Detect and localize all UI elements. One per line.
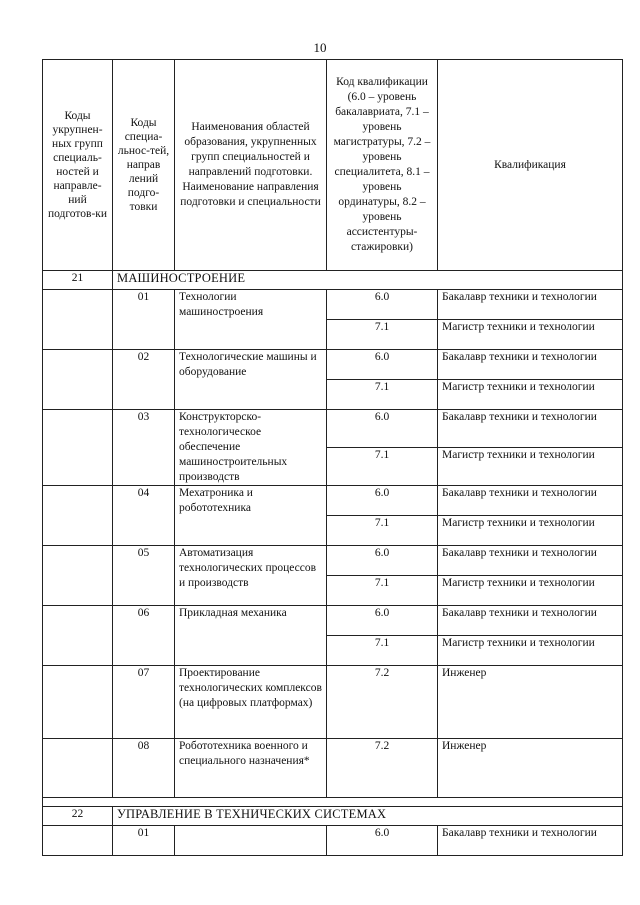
table-row — [43, 546, 623, 576]
qualification-code: 7.1 — [327, 576, 438, 606]
group-row — [43, 271, 623, 290]
qualification-title: Магистр техники и технологии — [438, 448, 623, 486]
header-qualification: Квалификация — [438, 60, 623, 271]
specialty-name: Мехатроника и робототехника — [175, 486, 327, 546]
specialty-code: 01 — [113, 290, 175, 350]
qualification-code: 6.0 — [327, 486, 438, 516]
qualifications-table — [42, 59, 623, 856]
table-row — [43, 826, 623, 856]
qualification-title: Магистр техники и технологии — [438, 636, 623, 666]
spacer-cell — [43, 798, 623, 807]
qualification-title: Бакалавр техники и технологии — [438, 350, 623, 380]
specialty-name: Конструкторско-технологическое обеспечение машиностроительных производств — [175, 410, 327, 486]
specialty-name: Технологические машины и оборудование — [175, 350, 327, 410]
spacer-row — [43, 798, 623, 807]
qualification-title: Бакалавр техники и технологии — [438, 486, 623, 516]
qualification-code: 7.1 — [327, 636, 438, 666]
group-row — [43, 807, 623, 826]
group-name: МАШИНОСТРОЕНИЕ — [113, 271, 623, 290]
qualification-code: 6.0 — [327, 606, 438, 636]
group-code-blank — [43, 290, 113, 350]
qualification-code: 7.1 — [327, 320, 438, 350]
header-names: Наименования областей образования, укрупненных групп специальностей и направлений подготовки. Наименование направления подготовки и специальности — [175, 60, 327, 271]
specialty-code: 06 — [113, 606, 175, 666]
header-group-codes: Коды укрупнен-ных групп специаль-ностей и направле-ний подготов-ки — [43, 60, 113, 271]
page-number: 10 — [313, 40, 327, 55]
group-code-blank — [43, 739, 113, 798]
qualification-code: 7.1 — [327, 448, 438, 486]
qualification-code: 6.0 — [327, 546, 438, 576]
specialty-name: Прикладная механика — [175, 606, 327, 666]
group-code-blank — [43, 546, 113, 606]
qualification-title: Бакалавр техники и технологии — [438, 290, 623, 320]
table-row — [43, 606, 623, 636]
qualification-title: Бакалавр техники и технологии — [438, 606, 623, 636]
qualification-code: 6.0 — [327, 290, 438, 320]
qualification-title: Бакалавр техники и технологии — [438, 546, 623, 576]
group-code: 22 — [43, 807, 113, 826]
qualification-code: 7.1 — [327, 516, 438, 546]
table-row — [43, 290, 623, 320]
group-code: 21 — [43, 271, 113, 290]
qualification-title: Инженер — [438, 666, 623, 739]
group-code-blank — [43, 666, 113, 739]
qualification-title: Инженер — [438, 739, 623, 798]
qualification-code: 6.0 — [327, 410, 438, 448]
specialty-name: Проектирование технологических комплексов (на цифровых платформах) — [175, 666, 327, 739]
table-row — [43, 410, 623, 448]
specialty-code: 04 — [113, 486, 175, 546]
group-code-blank — [43, 350, 113, 410]
table-row — [43, 739, 623, 798]
qualification-title: Магистр техники и технологии — [438, 516, 623, 546]
group-code-blank — [43, 410, 113, 486]
group-code-blank — [43, 826, 113, 856]
table-row — [43, 666, 623, 739]
qualification-code: 7.2 — [327, 666, 438, 739]
specialty-name: Автоматизация технологических процессов и производств — [175, 546, 327, 606]
header-row — [43, 60, 623, 271]
qualification-code: 7.1 — [327, 380, 438, 410]
specialty-code: 07 — [113, 666, 175, 739]
specialty-name: Технологии машиностроения — [175, 290, 327, 350]
specialty-name — [175, 826, 327, 856]
specialty-name: Робототехника военного и специального назначения* — [175, 739, 327, 798]
table-body — [43, 271, 623, 856]
qualification-code: 7.2 — [327, 739, 438, 798]
qualification-code: 6.0 — [327, 826, 438, 856]
specialty-code: 05 — [113, 546, 175, 606]
specialty-code: 01 — [113, 826, 175, 856]
group-name: УПРАВЛЕНИЕ В ТЕХНИЧЕСКИХ СИСТЕМАХ — [113, 807, 623, 826]
qualification-title: Магистр техники и технологии — [438, 320, 623, 350]
qualification-code: 6.0 — [327, 350, 438, 380]
table-row — [43, 486, 623, 516]
specialty-code: 03 — [113, 410, 175, 486]
qualification-title: Бакалавр техники и технологии — [438, 826, 623, 856]
table-row — [43, 350, 623, 380]
group-code-blank — [43, 606, 113, 666]
specialty-code: 02 — [113, 350, 175, 410]
group-code-blank — [43, 486, 113, 546]
header-specialty-codes: Коды специа-льнос-тей, направ лений подго-товки — [113, 60, 175, 271]
header-qualification-code: Код квалификации (6.0 – уровень бакалавриата, 7.1 – уровень магистратуры, 7.2 – уровень специалитета, 8.1 – уровень ординатуры, 8.2 – уровень ассистентуры-стажировки) — [327, 60, 438, 271]
qualification-title: Магистр техники и технологии — [438, 380, 623, 410]
specialty-code: 08 — [113, 739, 175, 798]
qualification-title: Магистр техники и технологии — [438, 576, 623, 606]
qualification-title: Бакалавр техники и технологии — [438, 410, 623, 448]
